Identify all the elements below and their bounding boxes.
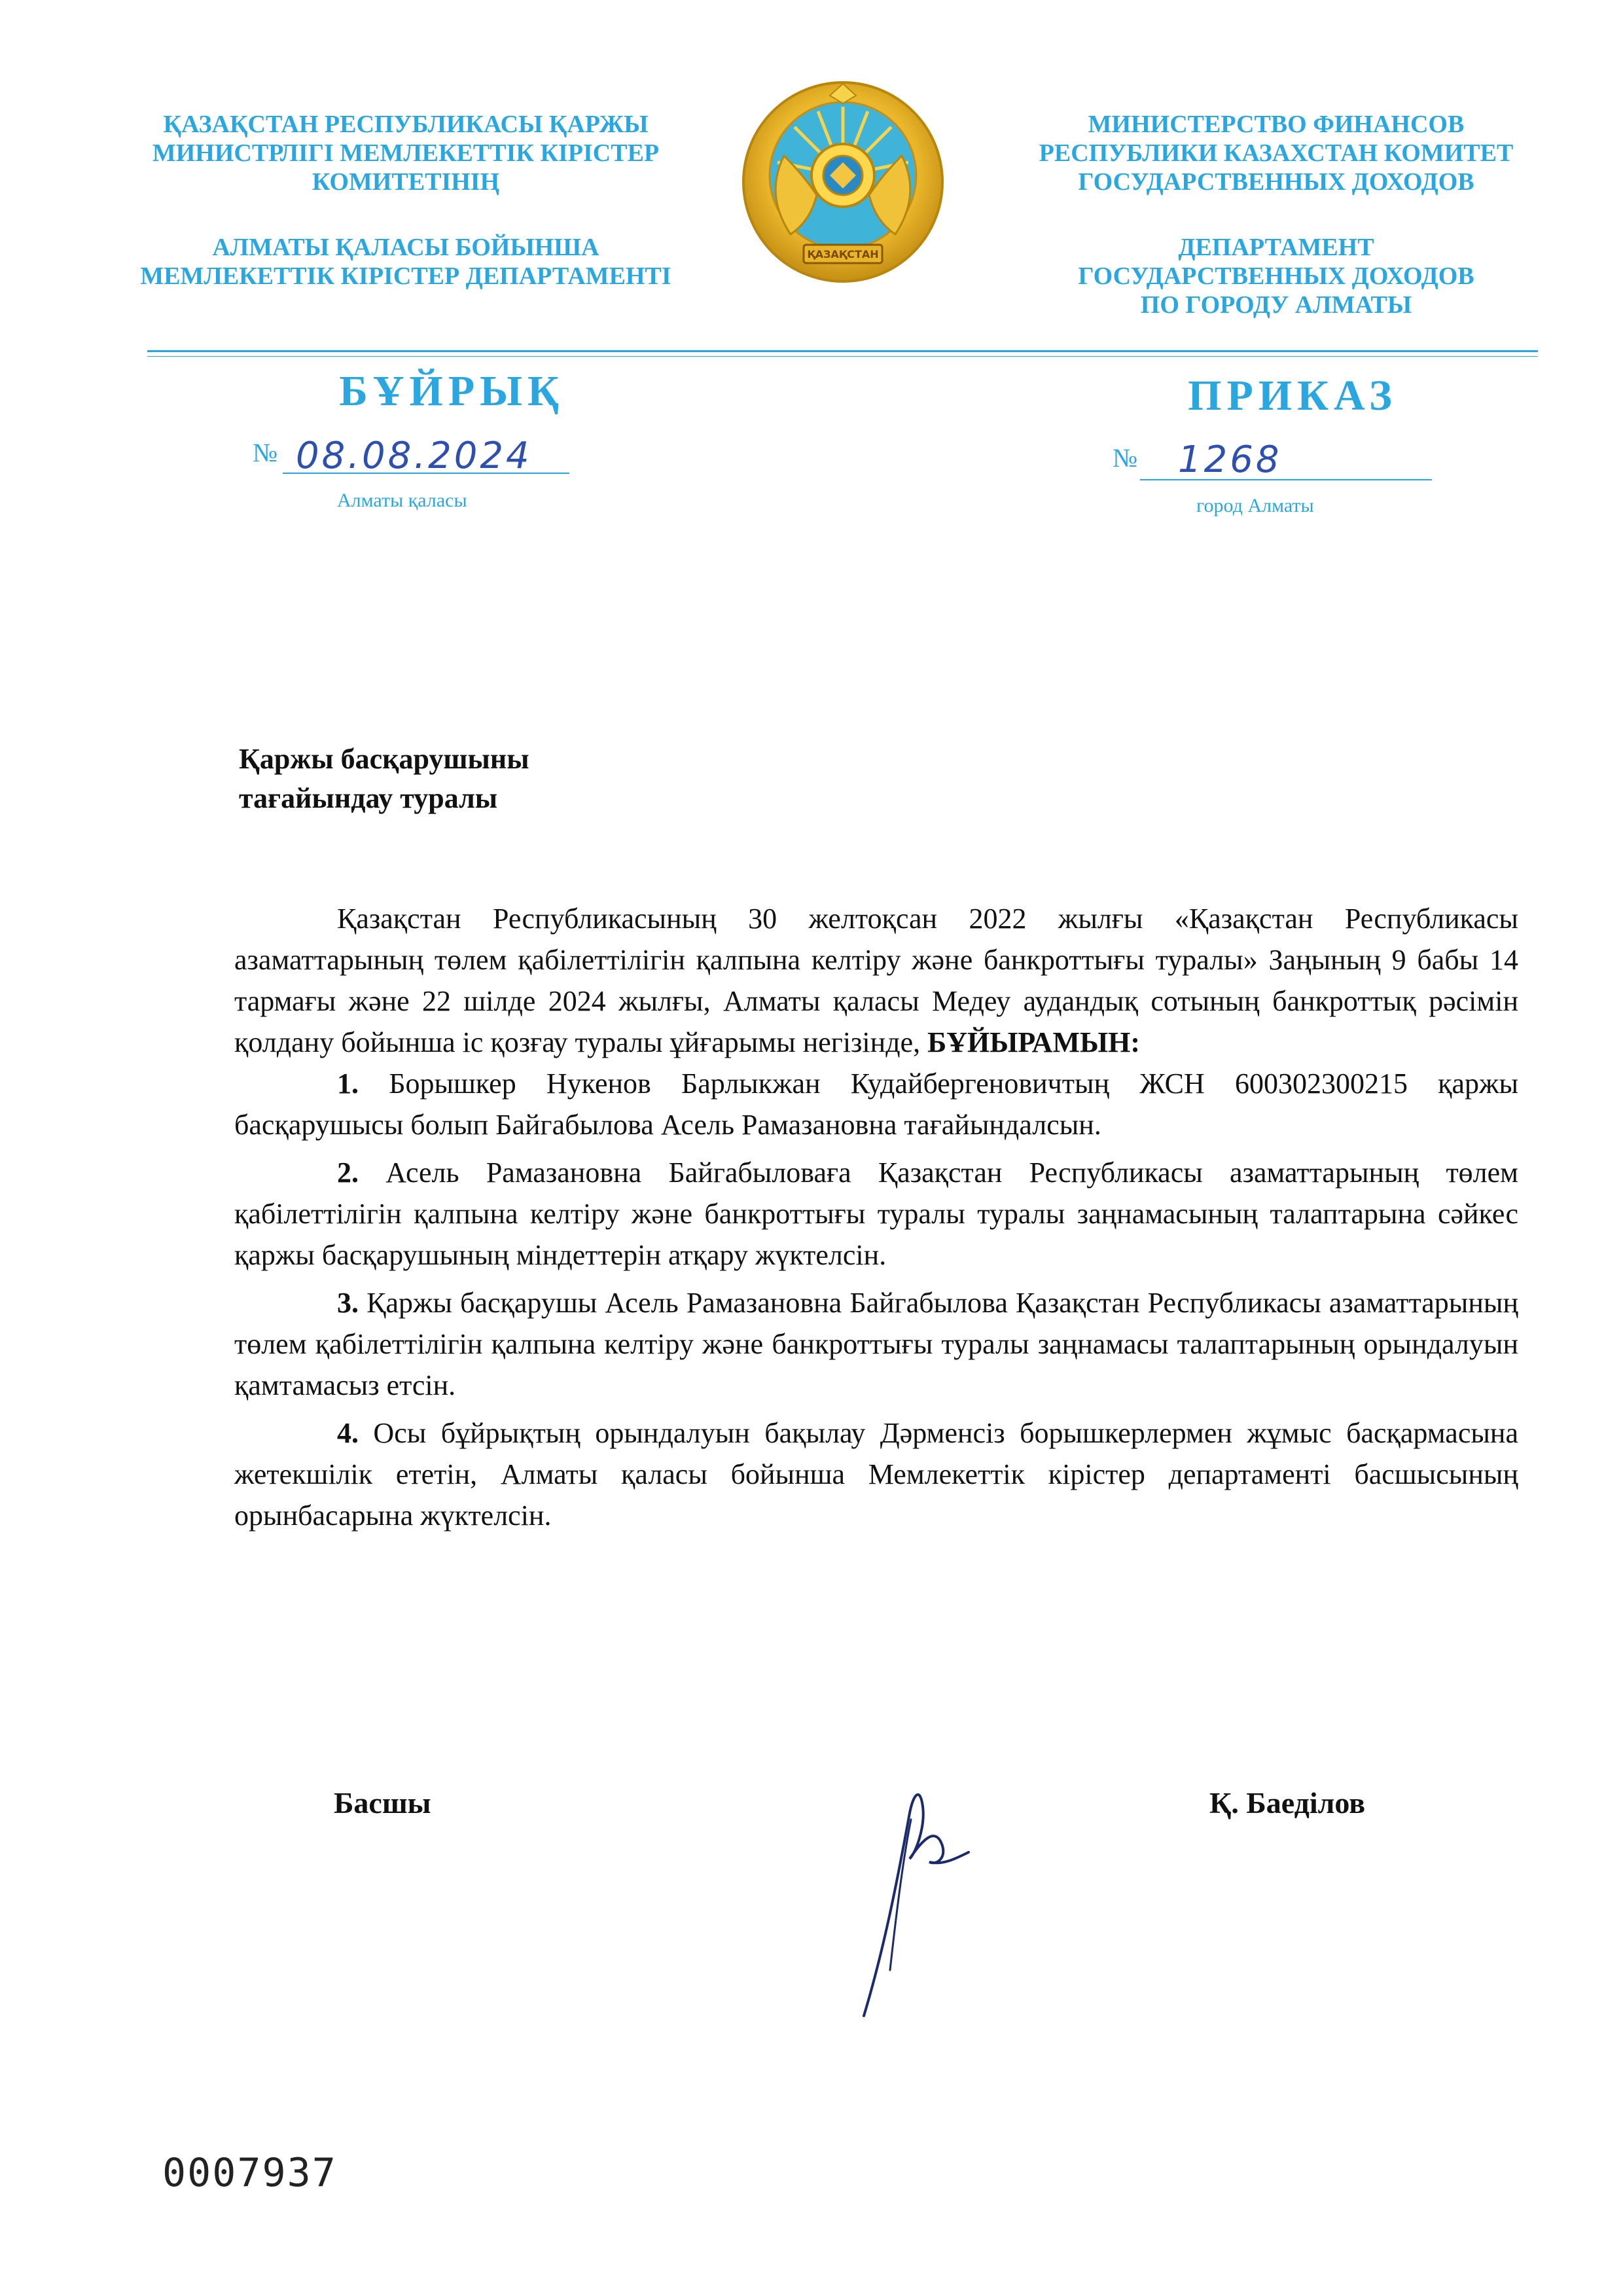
signatory-name: Қ. Баеділов	[1209, 1786, 1366, 1820]
preamble: Қазақстан Республикасының 30 желтоқсан 2022 жылғы «Қазақстан Республикасы азаматтарының төлем қабілеттілігін қалпына келтіру және банкроттығы туралы» Заңының 9 бабы 14 тармағы және 22 шілде 2024 жылғы, Алматы қаласы Медеу аудандық сотының банкроттық рәсімін қолдану бойынша іс қозғау туралы ұйғарымы негізінде, БҰЙЫРАМЫН:	[234, 903, 1518, 1058]
order-date: 08.08.2024	[296, 435, 532, 477]
order-item: 2. Асель Рамазановна Байгабыловаға Қазақстан Республикасы азаматтарының төлем қабілеттілігін қалпына келтіру және банкроттығы туралы туралы заңнамасының талаптарына сәйкес қаржы басқарушының міндеттерін атқару жүктелсін.	[234, 1157, 1518, 1271]
command-word: БҰЙЫРАМЫН:	[927, 1026, 1141, 1058]
svg-text:ҚАЗАҚСТАН: ҚАЗАҚСТАН	[807, 248, 879, 260]
order-subject: Қаржы басқарушыны тағайындау туралы	[239, 743, 529, 814]
order-body	[234, 898, 1518, 1543]
order-title-ru: ПРИКАЗ	[1188, 372, 1397, 420]
header-divider	[147, 350, 1538, 357]
order-number: 1268	[1178, 439, 1282, 481]
header-left	[124, 110, 687, 291]
order-title-kz: БҰЙРЫҚ	[339, 367, 564, 415]
signatory-position: Басшы	[334, 1786, 431, 1820]
header-left-department: АЛМАТЫ ҚАЛАСЫ БОЙЫНША МЕМЛЕКЕТТІК КІРІСТЕР ДЕПАРТАМЕНТІ	[140, 234, 671, 290]
header-right	[982, 110, 1571, 319]
state-emblem-icon	[738, 77, 948, 287]
serial-number: 0007937	[162, 2150, 337, 2196]
order-item: 4. Осы бұйрықтың орындалуын бақылау Дәрменсіз борышкерлермен жұмыс басқармасына жетекшілік ететін, Алматы қаласы бойынша Мемлекеттік кірістер департаменті басшысының орынбасарына жүктелсін.	[234, 1417, 1518, 1532]
order-item: 3. Қаржы басқарушы Асель Рамазановна Байгабылова Қазақстан Республикасы азаматтарының төлем қабілеттілігін қалпына келтіру және банкроттығы туралы заңнамасы талаптарының орындалуын қамтамасыз етсін.	[234, 1287, 1519, 1401]
header-right-department: ДЕПАРТАМЕНТ ГОСУДАРСТВЕННЫХ ДОХОДОВ ПО ГОРОДУ АЛМАТЫ	[1078, 234, 1474, 319]
header-left-ministry: ҚАЗАҚСТАН РЕСПУБЛИКАСЫ ҚАРЖЫ МИНИСТРЛІГІ МЕМЛЕКЕТТІК КІРІСТЕР КОМИТЕТІНІҢ	[152, 111, 660, 196]
order-item: 1. Борышкер Нукенов Барлыкжан Кудайбергеновичтың ЖСН 600302300215 қаржы басқарушысы болып Байгабылова Асель Рамазановна тағайындалсын.	[234, 1067, 1519, 1141]
date-number-sign: №	[253, 438, 278, 467]
header-right-ministry: МИНИСТЕРСТВО ФИНАНСОВ РЕСПУБЛИКИ КАЗАХСТАН КОМИТЕТ ГОСУДАРСТВЕННЫХ ДОХОДОВ	[1039, 111, 1514, 196]
city-ru: город Алматы	[1196, 495, 1314, 516]
city-kz: Алматы қаласы	[337, 490, 467, 511]
handwritten-signature	[857, 1754, 988, 2029]
order-number-sign: №	[1113, 443, 1138, 473]
